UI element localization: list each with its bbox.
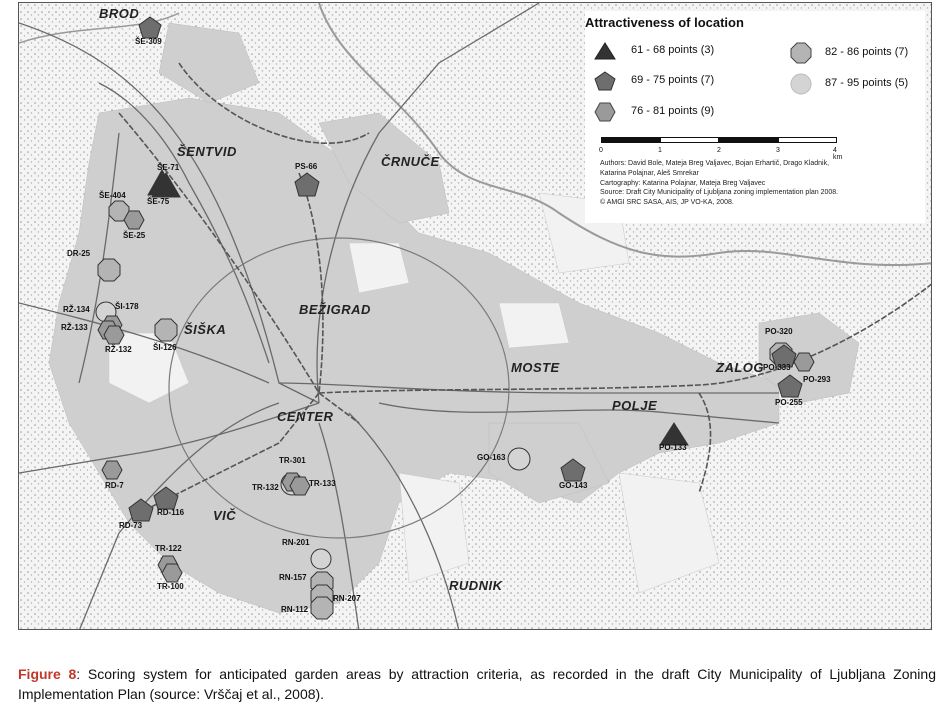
map-legend	[585, 11, 925, 223]
site-label-go143: GO-143	[559, 481, 588, 490]
legend-item-69-75: 69 - 75 points (7)	[631, 74, 715, 86]
site-marker-rn112[interactable]	[311, 597, 333, 619]
site-label-si126: ŠI-126	[153, 343, 177, 352]
district-label-vic: VIČ	[213, 508, 237, 523]
site-label-se25: ŠE-25	[123, 231, 146, 240]
site-label-rz134: RŽ-134	[63, 305, 90, 314]
site-label-po293: PO-293	[803, 375, 831, 384]
circle-icon	[789, 72, 813, 96]
octagon-icon	[789, 41, 813, 65]
site-label-rz132: RŽ-132	[105, 345, 132, 354]
district-label-moste: MOSTE	[511, 360, 560, 375]
site-label-se75: ŠE-75	[147, 197, 170, 206]
site-label-po255: PO-255	[775, 398, 803, 407]
site-label-tr132: TR-132	[252, 483, 279, 492]
figure-caption	[18, 664, 936, 704]
site-marker-rd73[interactable]	[129, 499, 153, 521]
site-marker-rd116[interactable]	[154, 487, 178, 509]
legend-item-87-95: 87 - 95 points (5)	[825, 77, 909, 89]
site-label-po133: PO-133	[659, 443, 687, 452]
credit-line: Cartography: Katarina Polajnar, Mateja Breg Valjavec	[600, 179, 766, 187]
site-label-se309: ŠE-309	[135, 37, 162, 46]
site-label-rd7: RD-7	[105, 481, 124, 490]
site-marker-go143[interactable]	[561, 459, 585, 481]
site-marker-rz132[interactable]	[104, 326, 124, 344]
district-label-siska: ŠIŠKA	[184, 322, 227, 337]
site-marker-si126[interactable]	[155, 319, 177, 341]
legend-item-61-68: 61 - 68 points (3)	[631, 44, 715, 56]
site-label-po320: PO-320	[765, 327, 793, 336]
site-label-tr301: TR-301	[279, 456, 306, 465]
credit-line: Katarina Polajnar, Aleš Smrekar	[600, 169, 699, 177]
hexagon-icon	[593, 101, 617, 123]
legend-item-82-86: 82 - 86 points (7)	[825, 46, 909, 58]
scale-tick: 0	[599, 147, 603, 154]
site-label-rn157: RN-157	[279, 573, 307, 582]
site-label-rn207: RN-207	[333, 594, 361, 603]
site-marker-se309[interactable]	[139, 17, 161, 38]
site-label-se404: ŠE-404	[99, 191, 126, 200]
scale-tick: 1	[658, 147, 662, 154]
site-marker-se25[interactable]	[124, 211, 144, 229]
site-label-dr25: DR-25	[67, 249, 91, 258]
site-label-po333: PO-333	[763, 363, 791, 372]
legend-item-76-81: 76 - 81 points (9)	[631, 105, 715, 117]
site-marker-po133[interactable]	[660, 423, 688, 445]
scale-tick: 4 km	[833, 147, 843, 161]
site-label-tr122: TR-122	[155, 544, 182, 553]
site-marker-go163[interactable]	[508, 448, 530, 470]
site-label-se71: ŠE-71	[157, 163, 180, 172]
site-label-rn201: RN-201	[282, 538, 310, 547]
scale-bar	[599, 137, 843, 161]
site-marker-rn201[interactable]	[311, 549, 331, 569]
district-label-crnuce: ČRNUČE	[381, 154, 440, 169]
site-marker-tr100[interactable]	[162, 564, 182, 582]
caption-text: : Scoring system for anticipated garden areas by attraction criteria, as recorded in the draft City Municipality of Ljubljana Zoning Implementation Plan (source: Vrščaj et al., 2008).	[18, 666, 936, 702]
triangle-icon	[593, 41, 617, 61]
site-marker-dr25[interactable]	[98, 259, 120, 281]
credit-line: Source: Draft City Municipality of Ljubljana zoning implementation plan 2008.	[600, 189, 839, 197]
credit-line: © AMGI SRC SASA, AIS, JP VO-KA, 2008.	[600, 199, 734, 207]
district-label-polje: POLJE	[612, 398, 658, 413]
district-label-rudnik: RUDNIK	[449, 578, 503, 593]
site-label-tr100: TR-100	[157, 582, 184, 591]
pentagon-icon	[593, 70, 617, 92]
district-label-brod: BROD	[99, 6, 140, 21]
site-label-go163: GO-163	[477, 453, 506, 462]
site-marker-tr133[interactable]	[290, 477, 310, 495]
site-label-rd73: RD-73	[119, 521, 143, 530]
district-label-bezigrad: BEŽIGRAD	[299, 302, 371, 317]
map-credits	[600, 159, 925, 208]
district-label-sentvid: ŠENTVID	[177, 144, 237, 159]
map	[18, 2, 932, 630]
figure-label: Figure 8	[18, 666, 77, 682]
site-marker-po293[interactable]	[794, 353, 814, 371]
district-label-zalog: ZALOG	[716, 360, 764, 375]
scale-tick: 3	[776, 147, 780, 154]
legend-title: Attractiveness of location	[585, 15, 744, 30]
scale-tick: 2	[717, 147, 721, 154]
site-marker-po255[interactable]	[778, 375, 802, 397]
site-marker-ps66[interactable]	[295, 173, 319, 196]
site-label-tr133: TR-133	[309, 479, 336, 488]
site-label-rd116: RD-116	[157, 508, 185, 517]
site-label-si178: ŠI-178	[115, 302, 139, 311]
credit-line: Authors: David Bole, Mateja Breg Valjavec, Bojan Erhartič, Drago Kladnik,	[600, 160, 830, 167]
site-label-rn112: RN-112	[281, 605, 309, 614]
site-label-ps66: PS-66	[295, 162, 318, 171]
district-label-center: CENTER	[277, 409, 334, 424]
site-marker-rd7[interactable]	[102, 461, 122, 479]
site-label-rz133: RŽ-133	[61, 323, 88, 332]
